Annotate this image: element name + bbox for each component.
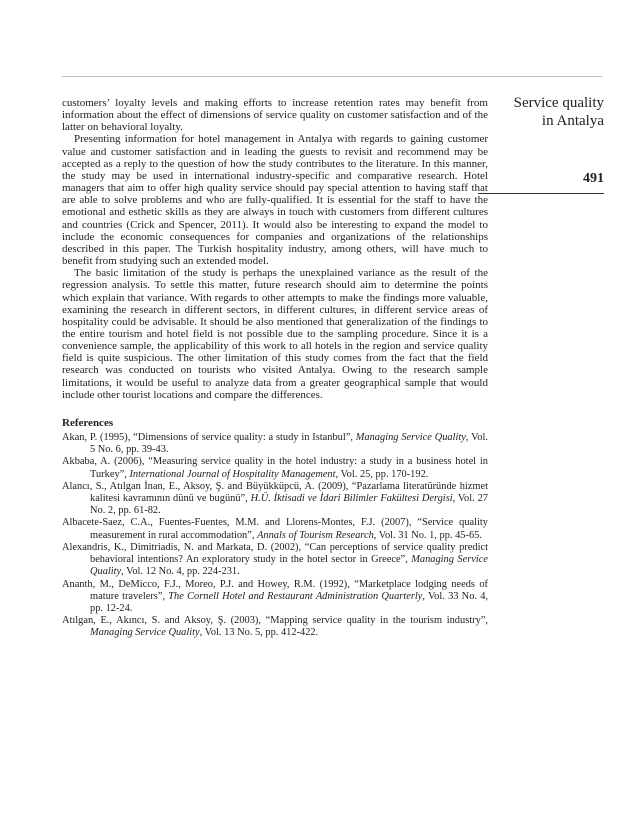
references-list bbox=[62, 432, 488, 639]
body-paragraph-3: The basic limitation of the study is perhaps the unexplained variance as the result of the regression analysis. To settle this matter, future research should aim to determine the points which explain that variance. With regards to other attempts to make the findings more valuable, examining the research in different sectors, in different cultures, in different service areas of hospitality could be advisable. It should be also mentioned that generalization of the findings to the entire tourism and hotel field is not possible due to the sampling procedure. Since it is a convenience sample, the applicability of this work to all hotels in the region and service quality field is quite suspicious. The other limitation of this study comes from the fact that the field research was conducted on tourists who visited Antalya. Owing to the research sample limitations, it would be useful to analyze data from a greater geographical sample that would include other tourist locations and compare the differences. bbox=[62, 267, 488, 401]
page-number-rule bbox=[478, 193, 604, 194]
running-header bbox=[492, 95, 604, 194]
reference-details: , Vol. 27 No. 2, pp. 61-82. bbox=[90, 493, 488, 517]
reference-text: Akan, P. (1995), “Dimensions of service quality: a study in Istanbul”, bbox=[62, 432, 356, 444]
running-title bbox=[492, 95, 604, 130]
reference-journal: H.Ü. İktisadi ve İdari Bilimler Fakültesi Dergisi bbox=[250, 493, 453, 505]
page-number: 491 bbox=[583, 171, 604, 186]
reference-item bbox=[62, 517, 488, 541]
running-title-line-1: Service quality bbox=[513, 95, 604, 111]
main-column bbox=[62, 97, 488, 640]
reference-details: , Vol. 12 No. 4, pp. 224-231. bbox=[121, 566, 240, 578]
reference-text: Alancı, S., Atılgan İnan, E., Aksoy, Ş. and Büyükküpcü, A. (2009), “Pazarlama literatüründe hizmet kalitesi kavramının dünü ve bugünü”, bbox=[62, 480, 488, 505]
reference-text: Alexandris, K., Dimitriadis, N. and Markata, D. (2002), “Can perceptions of service quality predict behavioral intentions? An exploratory study in the hotel sector in Greece”, bbox=[62, 541, 488, 566]
running-title-line-2: in Antalya bbox=[541, 112, 604, 129]
reference-item bbox=[62, 481, 488, 518]
reference-details: , Vol. 31 No. 1, pp. 45-65. bbox=[373, 529, 482, 541]
reference-item bbox=[62, 579, 488, 616]
reference-journal: Annals of Tourism Research bbox=[257, 529, 374, 541]
reference-text: Akbaba, A. (2006), “Measuring service quality in the hotel industry: a study in a business hotel in Turkey”, bbox=[62, 456, 488, 480]
reference-details: , Vol. 5 No. 6, pp. 39-43. bbox=[90, 432, 488, 456]
reference-journal: Managing Service Quality bbox=[90, 627, 200, 639]
reference-journal: International Journal of Hospitality Management bbox=[129, 468, 336, 480]
reference-journal: Managing Service Quality bbox=[355, 432, 466, 444]
reference-text: Atılgan, E., Akıncı, S. and Aksoy, Ş. (2003), “Mapping service quality in the tourism industry”, bbox=[62, 615, 488, 627]
reference-text: Albacete-Saez, C.A., Fuentes-Fuentes, M.M. and Llorens-Montes, F.J. (2007), “Service quality measurement in rural accommodation”, bbox=[62, 517, 488, 541]
references-heading: References bbox=[62, 416, 114, 429]
reference-details: , Vol. 25, pp. 170-192. bbox=[335, 468, 429, 480]
reference-item bbox=[62, 432, 488, 456]
body-paragraph-2: Presenting information for hotel management in Antalya with regards to gaining customer value and customer satisfaction and in leading the guests to revisit and recommend may be accepted as a reply to the question of how the study contributes to the literature. In this manner, the study may be used in international industry-specific and comparative research. Hotel managers that aim to offer high quality service should pay special attention to having staff that are able to solve problems and who are fully-qualified. It is essential for the staff to have the emotional and esthetic skills as they are always in touch with customers from different cultures and countries (Crick and Spencer, 2011). It would also be interesting to expand the model to include the economic consequences for companies and organizations of the relationships described in this paper. The Turkish hospitality industry, among others, will have much to benefit from studying such an extended model. bbox=[62, 133, 488, 268]
reference-journal: The Cornell Hotel and Restaurant Administration Quarterly bbox=[168, 590, 423, 602]
top-rule bbox=[62, 76, 602, 77]
body-paragraph-1: customers’ loyalty levels and making efforts to increase retention rates may benefit from information about the effect of dimensions of service quality on customer satisfaction and of the latter on behavioral loyalty. bbox=[62, 97, 488, 134]
reference-item bbox=[62, 456, 488, 480]
reference-item bbox=[62, 615, 488, 639]
reference-item bbox=[62, 542, 488, 579]
reference-details: , Vol. 33 No. 4, pp. 12-24. bbox=[90, 590, 488, 614]
reference-text: Ananth, M., DeMicco, F.J., Moreo, P.J. and Howey, R.M. (1992), “Marketplace lodging needs of mature travelers”, bbox=[62, 578, 488, 602]
reference-details: , Vol. 13 No. 5, pp. 412-422. bbox=[199, 627, 319, 639]
reference-journal: Managing Service Quality bbox=[90, 554, 488, 578]
